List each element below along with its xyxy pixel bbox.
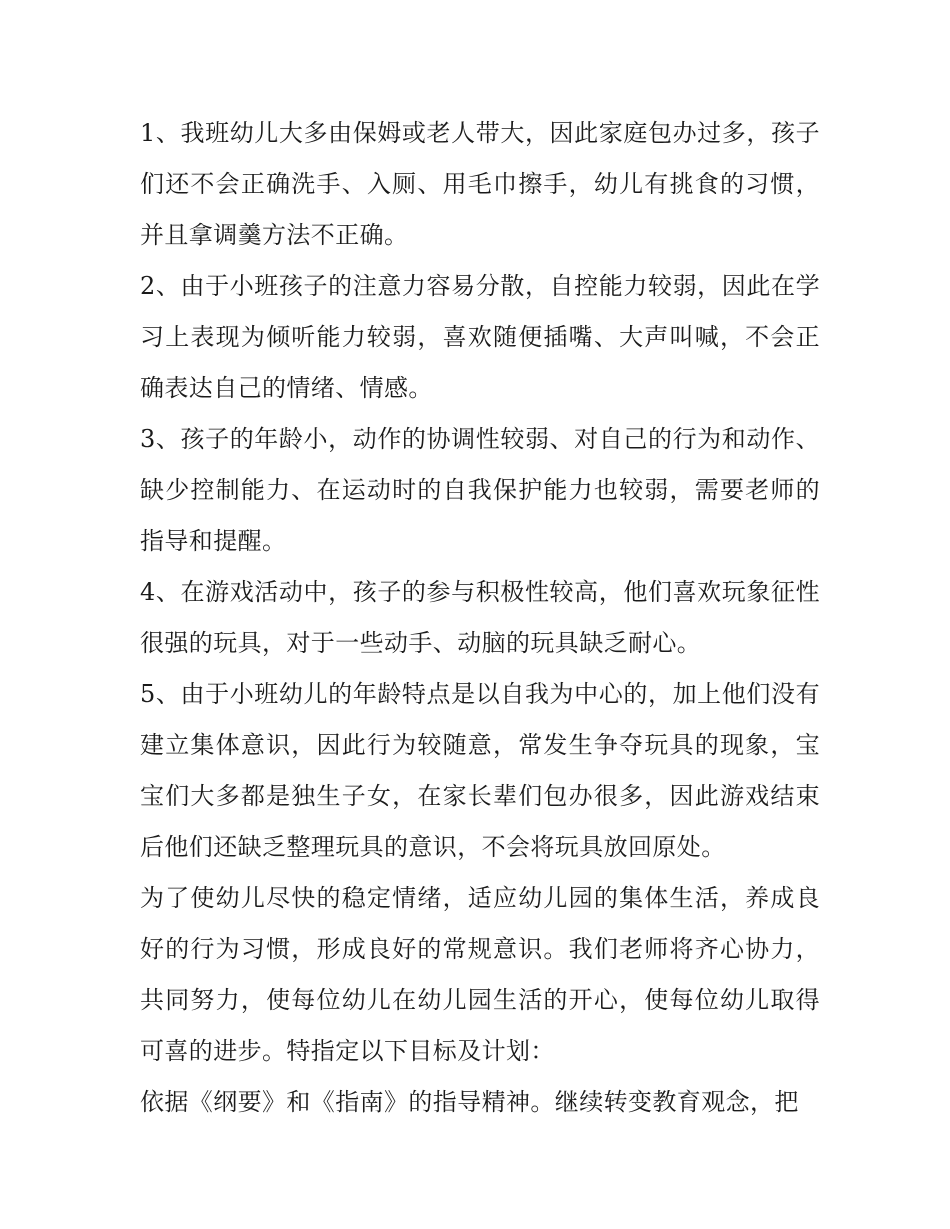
document-body [140,108,820,1128]
paragraph-7: 依据《纲要》和《指南》的指导精神。继续转变教育观念，把 [140,1088,799,1116]
paragraph-2: 2、由于小班孩子的注意力容易分散，自控能力较弱，因此在学习上表现为倾听能力较弱，喜欢随便插嘴、大声叫喊，不会正确表达自己的情绪、情感。 [140,272,820,402]
paragraph-1: 1、我班幼儿大多由保姆或老人带大，因此家庭包办过多，孩子们还不会正确洗手、入厕、用毛巾擦手，幼儿有挑食的习惯，并且拿调羹方法不正确。 [140,119,820,249]
paragraph-3: 3、孩子的年龄小，动作的协调性较弱、对自己的行为和动作、缺少控制能力、在运动时的自我保护能力也较弱，需要老师的指导和提醒。 [140,425,820,555]
paragraph-6: 为了使幼儿尽快的稳定情绪，适应幼儿园的集体生活，养成良好的行为习惯，形成良好的常规意识。我们老师将齐心协力，共同努力，使每位幼儿在幼儿园生活的开心，使每位幼儿取得可喜的进步。特指定以下目标及计划： [140,884,820,1065]
paragraph-4: 4、在游戏活动中，孩子的参与积极性较高，他们喜欢玩象征性很强的玩具，对于一些动手、动脑的玩具缺乏耐心。 [140,578,820,657]
paragraph-5: 5、由于小班幼儿的年龄特点是以自我为中心的，加上他们没有建立集体意识，因此行为较随意，常发生争夺玩具的现象，宝宝们大多都是独生子女，在家长辈们包办很多，因此游戏结束后他们还缺乏整理玩具的意识，不会将玩具放回原处。 [140,680,820,861]
